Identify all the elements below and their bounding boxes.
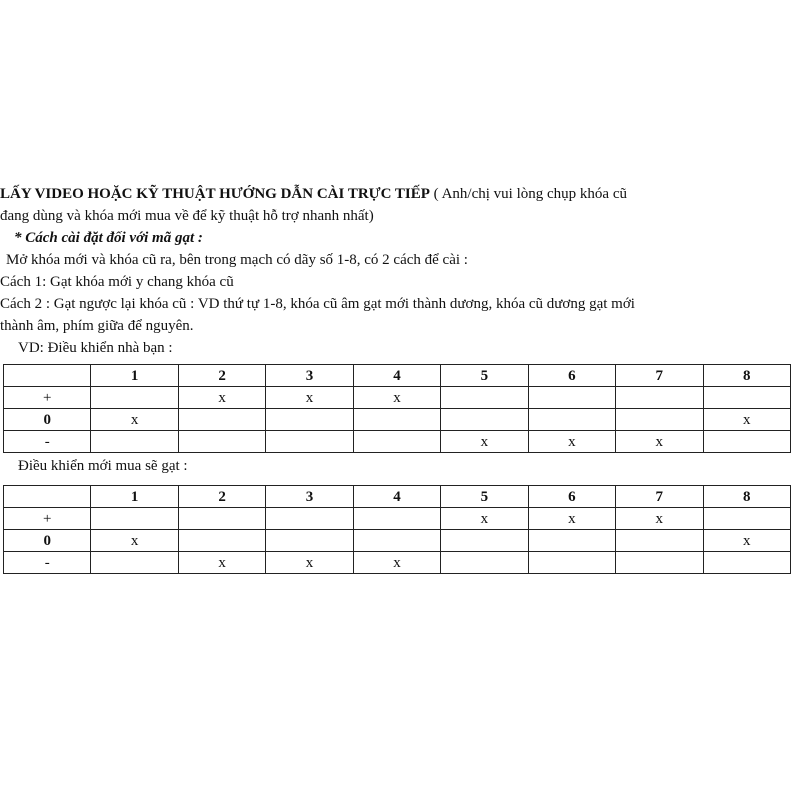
header-cell — [4, 365, 91, 387]
table-cell: x — [528, 431, 615, 453]
table-cell: x — [353, 552, 440, 574]
table-row — [4, 508, 791, 530]
table-cell — [616, 409, 703, 431]
method-2-text-line-2: thành âm, phím giữa để nguyên. — [0, 318, 194, 334]
row-label: - — [4, 552, 91, 574]
section-heading: * Cách cài đặt đối với mã gạt : — [14, 230, 203, 246]
table-cell: x — [178, 552, 265, 574]
table-cell — [441, 387, 528, 409]
table-cell — [616, 530, 703, 552]
header-cell: 6 — [528, 365, 615, 387]
title-line-1 — [0, 183, 800, 205]
table-cell — [703, 431, 791, 453]
table-cell: x — [616, 508, 703, 530]
header-cell: 4 — [353, 486, 440, 508]
table-row — [4, 431, 791, 453]
table-cell — [91, 387, 178, 409]
table-cell: x — [353, 387, 440, 409]
header-cell — [4, 486, 91, 508]
header-cell: 8 — [703, 365, 791, 387]
title-line-2: đang dùng và khóa mới mua về để kỹ thuật hỗ trợ nhanh nhất) — [0, 208, 374, 224]
table-cell — [528, 387, 615, 409]
row-label: 0 — [4, 409, 91, 431]
table-cell — [528, 409, 615, 431]
table-cell — [266, 431, 353, 453]
new-remote-label: Điều khiển mới mua sẽ gạt : — [18, 458, 188, 474]
table-cell: x — [703, 530, 791, 552]
title-bold: LẤY VIDEO HOẶC KỸ THUẬT HƯỚNG DẪN CÀI TRỰC TIẾP — [0, 186, 430, 202]
table-cell: x — [266, 387, 353, 409]
row-label: + — [4, 508, 91, 530]
header-cell: 7 — [616, 486, 703, 508]
row-label: + — [4, 387, 91, 409]
table-cell — [353, 508, 440, 530]
table-cell: x — [266, 552, 353, 574]
table-header-row — [4, 365, 791, 387]
title-rest: ( Anh/chị vui lòng chụp khóa cũ — [429, 186, 627, 202]
table-cell: x — [703, 409, 791, 431]
header-cell: 5 — [441, 486, 528, 508]
table-cell — [91, 508, 178, 530]
table-cell — [91, 552, 178, 574]
header-cell: 6 — [528, 486, 615, 508]
method-2-text-line-1: Cách 2 : Gạt ngược lại khóa cũ : VD thứ tự 1-8, khóa cũ âm gạt mới thành dương, khóa cũ dương gạt mới — [0, 296, 635, 312]
example-label: VD: Điều khiển nhà bạn : — [18, 340, 173, 356]
table-row — [4, 552, 791, 574]
table-cell: x — [91, 530, 178, 552]
table-header-row — [4, 486, 791, 508]
table-cell — [441, 530, 528, 552]
header-cell: 2 — [178, 486, 265, 508]
table-cell — [616, 552, 703, 574]
table-row — [4, 409, 791, 431]
header-cell: 1 — [91, 365, 178, 387]
table-cell — [266, 508, 353, 530]
table-cell — [703, 387, 791, 409]
table-cell — [266, 530, 353, 552]
table-cell — [178, 409, 265, 431]
current-remote-table — [3, 364, 791, 453]
table-cell — [616, 387, 703, 409]
table-cell — [266, 409, 353, 431]
table-cell — [178, 530, 265, 552]
header-cell: 2 — [178, 365, 265, 387]
method-1-text: Cách 1: Gạt khóa mới y chang khóa cũ — [0, 274, 234, 290]
table-cell — [441, 552, 528, 574]
header-cell: 7 — [616, 365, 703, 387]
table-cell: x — [441, 431, 528, 453]
header-cell: 8 — [703, 486, 791, 508]
table-cell: x — [616, 431, 703, 453]
table-cell: x — [441, 508, 528, 530]
row-label: 0 — [4, 530, 91, 552]
intro-text: Mở khóa mới và khóa cũ ra, bên trong mạch có dãy số 1-8, có 2 cách để cài : — [6, 252, 468, 268]
table-cell: x — [528, 508, 615, 530]
table-row — [4, 387, 791, 409]
document-body — [0, 183, 800, 574]
new-remote-table — [3, 485, 791, 574]
header-cell: 3 — [266, 486, 353, 508]
table-cell: x — [178, 387, 265, 409]
table-cell — [353, 431, 440, 453]
table-cell: x — [91, 409, 178, 431]
table-cell — [178, 508, 265, 530]
table-cell — [703, 552, 791, 574]
table-cell — [441, 409, 528, 431]
table-cell — [528, 530, 615, 552]
row-label: - — [4, 431, 91, 453]
header-cell: 1 — [91, 486, 178, 508]
table-cell — [353, 409, 440, 431]
table-cell — [528, 552, 615, 574]
header-cell: 5 — [441, 365, 528, 387]
table-cell — [353, 530, 440, 552]
table-cell — [703, 508, 791, 530]
table-cell — [91, 431, 178, 453]
table-row — [4, 530, 791, 552]
table-cell — [178, 431, 265, 453]
header-cell: 3 — [266, 365, 353, 387]
header-cell: 4 — [353, 365, 440, 387]
